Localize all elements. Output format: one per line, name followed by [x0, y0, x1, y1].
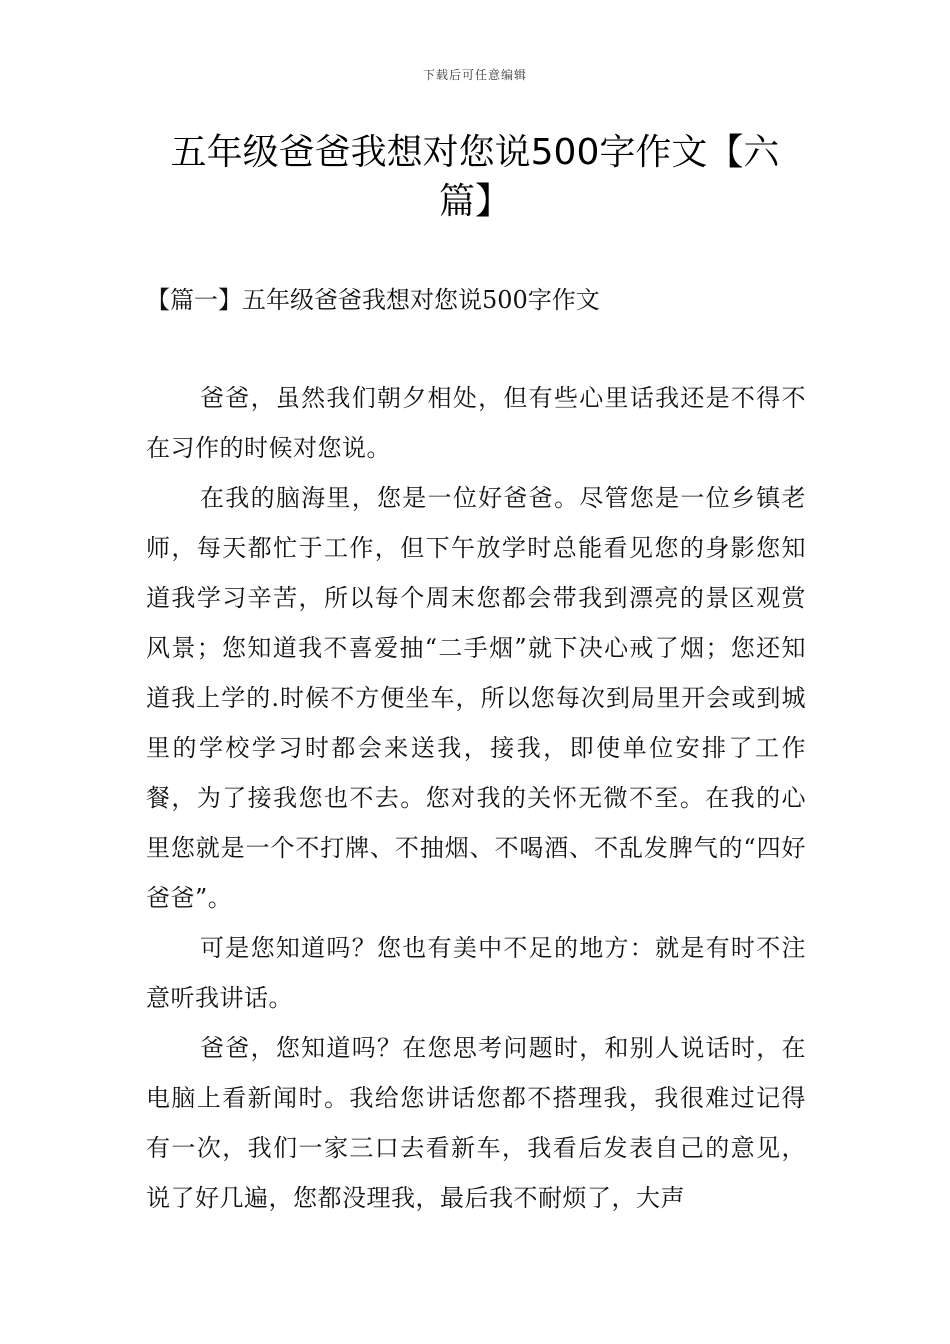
header-note: 下载后可任意编辑	[422, 68, 527, 82]
paragraph: 可是您知道吗？您也有美中不足的地方：就是有时不注意听我讲话。	[146, 934, 806, 1012]
section-heading: 【篇一】五年级爸爸我想对您说500字作文	[146, 286, 600, 314]
paragraph: 在我的脑海里，您是一位好爸爸。尽管您是一位乡镇老师，每天都忙于工作，但下午放学时总能看见您的身影您知道我学习辛苦，所以每个周末您都会带我到漂亮的景区观赏风景；您知道我不喜爱抽“二手烟”就下决心戒了烟；您还知道我上学的.时候不方便坐车，所以您每次到局里开会或到城里的学校学习时都会来送我，接我，即使单位安排了工作餐，为了接我您也不去。您对我的关怀无微不至。在我的心里您就是一个不打牌、不抽烟、不喝酒、不乱发脾气的“四好爸爸”。	[146, 484, 806, 912]
body-text	[146, 373, 806, 1223]
paragraph: 爸爸，您知道吗？在您思考问题时，和别人说话时，在电脑上看新闻时。我给您讲话您都不搭理我，我很难过记得有一次，我们一家三口去看新车，我看后发表自己的意见，说了好几遍，您都没理我，最后我不耐烦了，大声	[146, 1034, 806, 1212]
paragraph: 爸爸，虽然我们朝夕相处，但有些心里话我还是不得不在习作的时候对您说。	[146, 384, 806, 462]
document-title: 五年级爸爸我想对您说500字作文【六篇】	[170, 132, 780, 222]
